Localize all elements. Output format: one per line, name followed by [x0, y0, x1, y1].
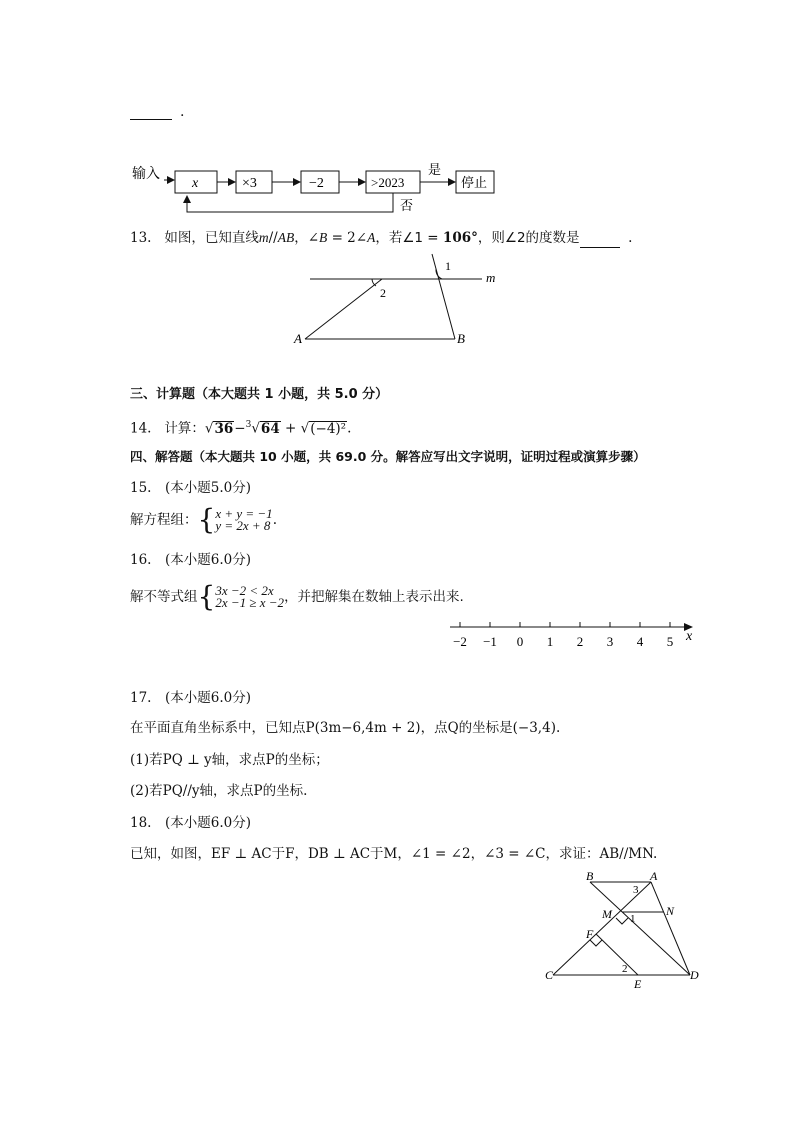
q15-system: [215, 508, 272, 532]
flow-yes-label: 是: [428, 162, 442, 177]
q18-fig-F: F: [586, 927, 594, 941]
q18-fig-B: B: [586, 869, 594, 883]
q13-text-f: .: [628, 230, 633, 246]
q14-prefix: 计算：: [164, 420, 205, 437]
q15-header: 15. (本小题5.0分): [130, 480, 251, 496]
q13-a: A: [367, 230, 376, 245]
q18-fig-1: 1: [630, 913, 636, 925]
q16-prefix: 解不等式组: [130, 589, 198, 605]
number-line-tick-label: −2: [453, 634, 467, 649]
q17-intro: 在平面直角坐标系中，已知点P(3m−6,4m + 2)，点Q的坐标是(−3,4).: [130, 720, 561, 736]
q15-end: .: [272, 512, 277, 528]
q13-par: //: [268, 230, 278, 246]
q14-line: 14. 计算：√36−$^3$√64 + √(−4)².: [130, 420, 352, 437]
q18-fig-E: E: [634, 977, 642, 990]
q14-plus: +: [280, 420, 301, 437]
number-line-tick-label: 1: [546, 634, 554, 649]
q13-number: 13.: [130, 230, 152, 246]
q14-number: 14.: [130, 420, 152, 437]
q14-r2: 64: [260, 420, 280, 437]
top-period: .: [180, 104, 185, 120]
q16-brace: {: [197, 580, 216, 613]
q16-header: 16. (本小题6.0分): [130, 552, 251, 568]
flow-input-label: 输入: [132, 167, 160, 182]
q13-line: [130, 229, 632, 248]
q16-ineq2: 2x −1 ≥ x −2: [215, 595, 285, 610]
q16-ineq1: 3x −2 < 2x: [215, 583, 274, 598]
q13-text-e: ，则∠2的度数是: [477, 230, 580, 246]
answer-blank: [130, 118, 172, 120]
q13-answer-blank: [580, 229, 620, 248]
section3-title: 三、计算题（本大题共 1 小题，共 5.0 分）: [130, 387, 389, 402]
number-line-tick-label: 5: [666, 634, 674, 649]
q16-system: [215, 585, 284, 609]
number-line-tick-label: 2: [576, 634, 584, 649]
q14-cube-index: 3: [245, 420, 252, 430]
q14-r3: (−4)²: [310, 420, 347, 437]
flowchart: [128, 158, 508, 218]
q14-r1: 36: [214, 420, 234, 437]
q16-suffix: ，并把解集在数轴上表示出来.: [284, 589, 464, 605]
q17-part1: (1)若PQ ⊥ y轴，求点P的坐标；: [130, 752, 329, 768]
q13-m: m: [258, 230, 269, 245]
q13-ab: AB: [277, 230, 295, 245]
number-line-tick-label: 4: [636, 634, 644, 649]
q13-deg: 106°: [442, 230, 478, 246]
q13-fig-label-A: A: [294, 331, 302, 346]
q18-fig-2: 2: [622, 963, 628, 975]
q13-text-c: = 2∠: [327, 230, 368, 246]
q18-fig-3: 3: [633, 884, 639, 896]
q18-fig-D: D: [690, 968, 699, 982]
q13-text-b: ，∠: [294, 230, 320, 246]
q17-header: 17. (本小题6.0分): [130, 690, 251, 706]
q16-number-line: [446, 616, 702, 652]
q18-fig-M: M: [602, 907, 612, 921]
q17-part2: (2)若PQ//y轴，求点P的坐标.: [130, 783, 308, 799]
q16-line: [130, 580, 464, 613]
q13-fig-label-2: 2: [380, 286, 386, 300]
q18-figure: [540, 862, 710, 990]
q13-b: B: [319, 230, 328, 245]
flow-box-times3-label: ×3: [242, 176, 257, 191]
q13-text-d: ，若∠1 =: [375, 230, 443, 246]
q15-eq2: y = 2x + 8: [215, 518, 271, 533]
flow-box-x-label: x: [192, 176, 199, 191]
q15-line: [130, 503, 277, 536]
q18-text: 已知，如图，EF ⊥ AC于F，DB ⊥ AC于M，∠1 = ∠2，∠3 = ∠C，求证：AB//MN.: [130, 846, 658, 862]
q18-fig-N: N: [666, 904, 675, 918]
q13-figure: [290, 252, 510, 352]
q15-prefix: 解方程组：: [130, 512, 198, 528]
q18-fig-C: C: [545, 968, 554, 982]
number-line-tick-label: −1: [483, 634, 497, 649]
q13-fig-label-1: 1: [445, 259, 451, 273]
number-line-tick-label: 0: [516, 634, 524, 649]
flow-box-minus2-label: −2: [309, 176, 324, 191]
flow-box-cond-label: >2023: [371, 175, 405, 190]
q14-minus: −: [234, 420, 246, 437]
q13-fig-label-B: B: [457, 331, 465, 346]
q14-end: .: [347, 420, 352, 437]
q13-text-a: 如图，已知直线: [164, 230, 259, 246]
number-line-tick-label: 3: [606, 634, 614, 649]
section4-title: 四、解答题（本大题共 10 小题，共 69.0 分。解答应写出文字说明，证明过程或演算步骤）: [130, 449, 646, 464]
q16-axis-var: x: [686, 629, 693, 644]
flow-box-stop-label: 停止: [461, 175, 488, 190]
q15-eq1: x + y = −1: [215, 506, 273, 521]
flow-no-label: 否: [400, 198, 414, 213]
q15-brace: {: [197, 503, 216, 536]
q18-fig-A: A: [650, 869, 658, 883]
q13-fig-label-m: m: [486, 270, 496, 285]
q18-header: 18. (本小题6.0分): [130, 815, 251, 831]
